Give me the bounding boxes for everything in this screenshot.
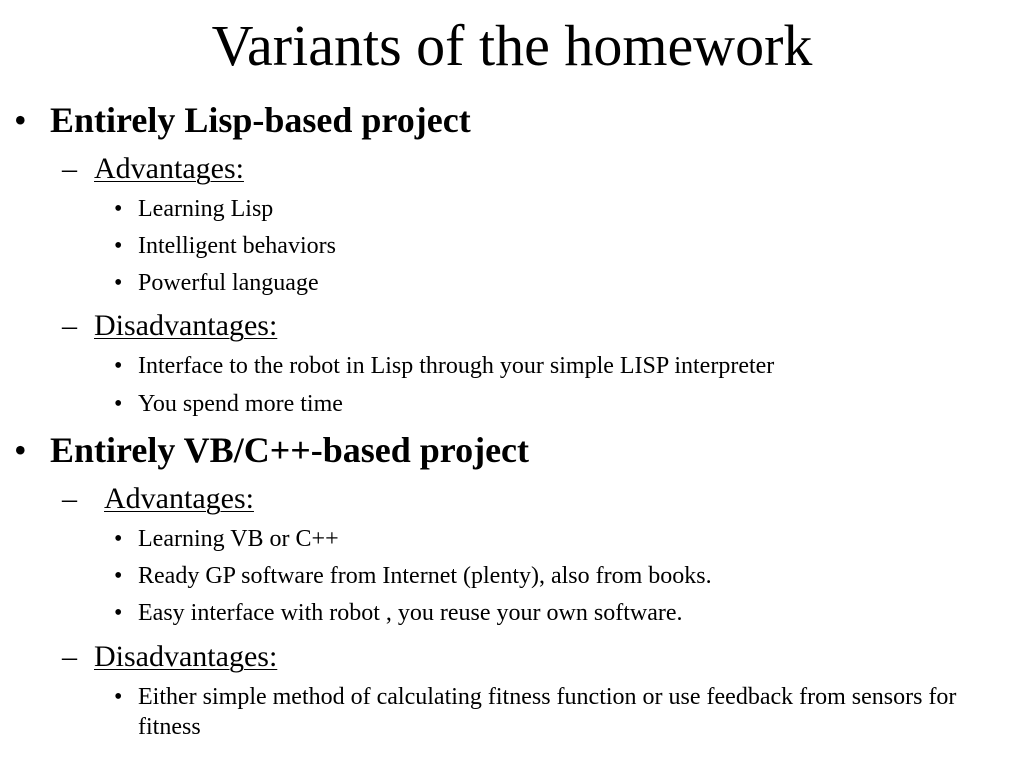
group-label-disadvantages bbox=[62, 638, 277, 676]
list-item bbox=[114, 351, 1004, 381]
list-item-text: Intelligent behaviors bbox=[138, 233, 336, 259]
list-item bbox=[114, 389, 1004, 419]
list-item bbox=[114, 231, 1004, 261]
group-label-advantages bbox=[62, 480, 254, 518]
bullet: • bbox=[114, 196, 123, 222]
dash: – bbox=[62, 640, 77, 673]
group-label-advantages bbox=[62, 150, 244, 188]
bullet: • bbox=[114, 233, 123, 259]
list-item-text: Learning VB or C++ bbox=[138, 526, 339, 552]
bullet: • bbox=[114, 391, 123, 417]
list-item-text: Interface to the robot in Lisp through your simple LISP interpreter bbox=[138, 353, 775, 379]
list-item bbox=[114, 268, 1004, 298]
group-label-text: Advantages: bbox=[94, 152, 244, 185]
group-label-disadvantages bbox=[62, 307, 277, 345]
dash: – bbox=[62, 309, 77, 342]
dash: – bbox=[62, 482, 77, 515]
group-label-text: Disadvantages: bbox=[94, 309, 278, 342]
list-item-text: Powerful language bbox=[138, 270, 319, 296]
list-item bbox=[114, 194, 1004, 224]
bullet: • bbox=[114, 600, 123, 626]
group-label-text: Advantages: bbox=[104, 482, 254, 515]
section-heading-vbcpp bbox=[14, 428, 529, 472]
bullet: • bbox=[14, 100, 27, 140]
section-heading-text: Entirely Lisp-based project bbox=[50, 100, 471, 140]
list-item bbox=[114, 598, 1004, 628]
section-heading-text: Entirely VB/C++-based project bbox=[50, 430, 530, 470]
list-item-text: Easy interface with robot , you reuse your own software. bbox=[138, 600, 683, 626]
list-item bbox=[114, 561, 1004, 591]
bullet: • bbox=[114, 563, 123, 589]
list-item bbox=[114, 524, 1004, 554]
group-label-text: Disadvantages: bbox=[94, 640, 278, 673]
bullet: • bbox=[114, 270, 123, 296]
section-heading-lisp bbox=[14, 98, 471, 142]
bullet: • bbox=[14, 430, 27, 470]
bullet: • bbox=[114, 684, 123, 710]
list-item-text: Learning Lisp bbox=[138, 196, 274, 222]
bullet: • bbox=[114, 526, 123, 552]
slide-title: Variants of the homework bbox=[211, 13, 813, 78]
bullet: • bbox=[114, 353, 123, 379]
list-item-text: Either simple method of calculating fitness function or use feedback from sensors for fitness bbox=[138, 684, 957, 740]
dash: – bbox=[62, 152, 77, 185]
list-item bbox=[114, 682, 1004, 742]
list-item-text: Ready GP software from Internet (plenty), also from books. bbox=[138, 563, 712, 589]
list-item-text: You spend more time bbox=[138, 391, 343, 417]
